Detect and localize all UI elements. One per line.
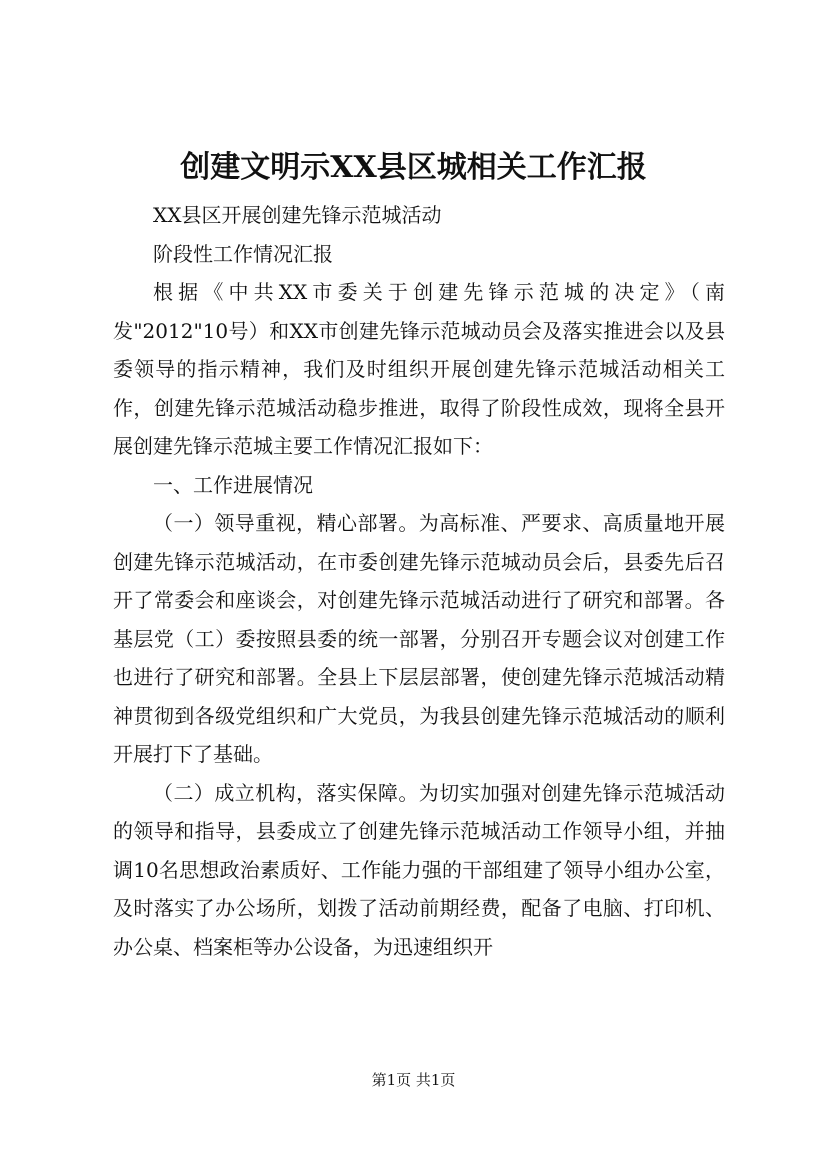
body-paragraph: （二）成立机构，落实保障。为切实加强对创建先锋示范城活动的领导和指导，县委成立了创建先锋示范城活动工作领导小组，并抽调10名思想政治素质好、工作能力强的干部组建了领导小组办公室，及时落实了办公场所，划拨了活动前期经费，配备了电脑、打印机、办公桌、档案柜等办公设备，为迅速组织开 — [113, 780, 725, 959]
page-number-footer: 第1页 共1页 — [371, 1071, 456, 1089]
subtitle-line-2: 阶段性工作情况汇报 — [153, 241, 333, 266]
section-heading: 一、工作进展情况 — [153, 472, 313, 497]
body-paragraph: 根据《中共XX市委关于创建先锋示范城的决定》（南发"2012"10号）和XX市创建先锋示范城动员会及落实推进会以及县委领导的指示精神，我们及时组织开展创建先锋示范城活动相关工作，创建先锋示范城活动稳步推进，取得了阶段性成效，现将全县开展创建先锋示范城主要工作情况汇报如下： — [113, 280, 725, 458]
body-paragraph: （一）领导重视，精心部署。为高标准、严要求、高质量地开展创建先锋示范城活动，在市委创建先锋示范城动员会后，县委先后召开了常委会和座谈会，对创建先锋示范城活动进行了研究和部署。各基层党（工）委按照县委的统一部署，分别召开专题会议对创建工作也进行了研究和部署。全县上下层层部署，使创建先锋示范城活动精神贯彻到各级党组织和广大党员，为我县创建先锋示范城活动的顺利开展打下了基础。 — [113, 511, 725, 766]
document-body — [113, 196, 725, 966]
subtitle-line-1: XX县区开展创建先锋示范城活动 — [153, 203, 442, 227]
document-title: 创建文明示XX县区城相关工作汇报 — [180, 150, 647, 185]
